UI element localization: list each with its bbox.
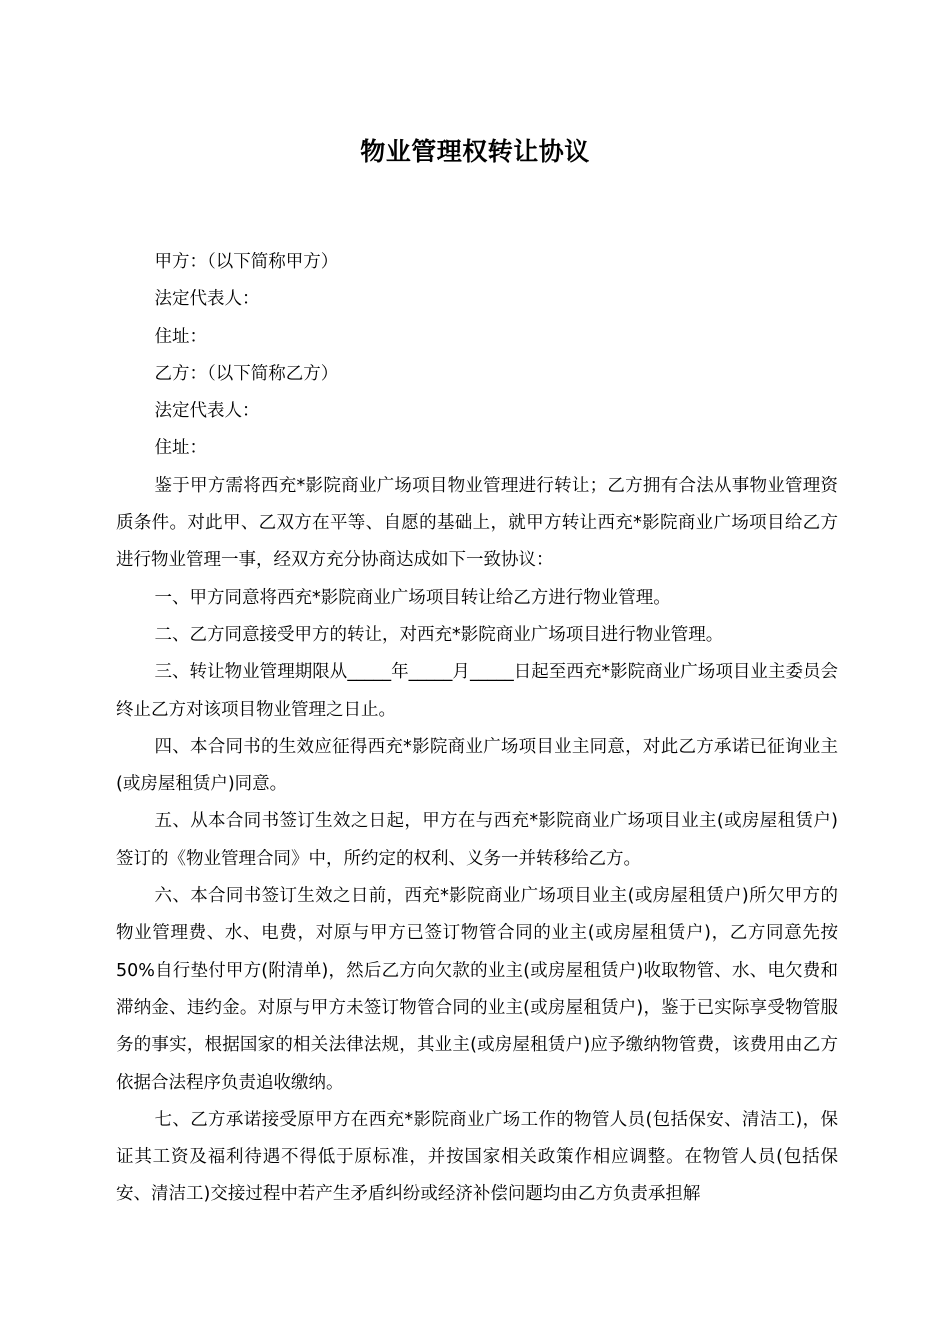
clause-6: 六、本合同书签订生效之日前，西充*影院商业广场项目业主(或房屋租赁户)所欠甲方的物业管理费、水、电费，对原与甲方已签订物管合同的业主(或房屋租赁户)，乙方同意先按50%自行垫付甲方(附清单)，然后乙方向欠款的业主(或房屋租赁户)收取物管、水、电欠费和滞纳金、违约金。对原与甲方未签订物管合同的业主(或房屋租赁户)，鉴于已实际享受物管服务的事实，根据国家的相关法律法规，其业主(或房屋租赁户)应予缴纳物管费，该费用由乙方依据合法程序负责追收缴纳。 xyxy=(116,886,838,1093)
clause-1: 一、甲方同意将西充*影院商业广场项目转让给乙方进行物业管理。 xyxy=(154,587,671,608)
document-title: 物业管理权转让协议 xyxy=(360,137,590,166)
clause-3: 三、转让物业管理期限从_____年_____月_____日起至西充*影院商业广场项目业主委员会终止乙方对该项目物业管理之日止。 xyxy=(116,662,838,720)
party-b-address-line: 住址： xyxy=(154,438,207,459)
party-b-representative-line: 法定代表人： xyxy=(154,401,260,422)
party-a-representative-line: 法定代表人： xyxy=(154,289,260,310)
clause-2: 二、乙方同意接受甲方的转让，对西充*影院商业广场项目进行物业管理。 xyxy=(154,624,724,645)
party-b-line: 乙方：（以下简称乙方） xyxy=(154,363,339,384)
party-a-line: 甲方：（以下简称甲方） xyxy=(154,252,339,272)
clause-7: 七、乙方承诺接受原甲方在西充*影院商业广场工作的物管人员(包括保安、清洁工)，保证其工资及福利待遇不得低于原标准，并按国家相关政策作相应调整。在物管人员(包括保安、清洁工)交接过程中若产生矛盾纠纷或经济补偿问题均由乙方负责承担解 xyxy=(116,1109,838,1205)
clause-4: 四、本合同书的生效应征得西充*影院商业广场项目业主同意，对此乙方承诺已征询业主(或房屋租赁户)同意。 xyxy=(116,736,838,795)
preamble-paragraph: 鉴于甲方需将西充*影院商业广场项目物业管理进行转让；乙方拥有合法从事物业管理资质条件。对此甲、乙双方在平等、自愿的基础上，就甲方转让西充*影院商业广场项目给乙方进行物业管理一事，经双方充分协商达成如下一致协议： xyxy=(116,475,838,571)
clause-5: 五、从本合同书签订生效之日起，甲方在与西充*影院商业广场项目业主(或房屋租赁户)签订的《物业管理合同》中，所约定的权利、义务一并转移给乙方。 xyxy=(116,811,838,869)
document-body xyxy=(116,244,838,1214)
party-a-address-line: 住址： xyxy=(154,326,207,347)
